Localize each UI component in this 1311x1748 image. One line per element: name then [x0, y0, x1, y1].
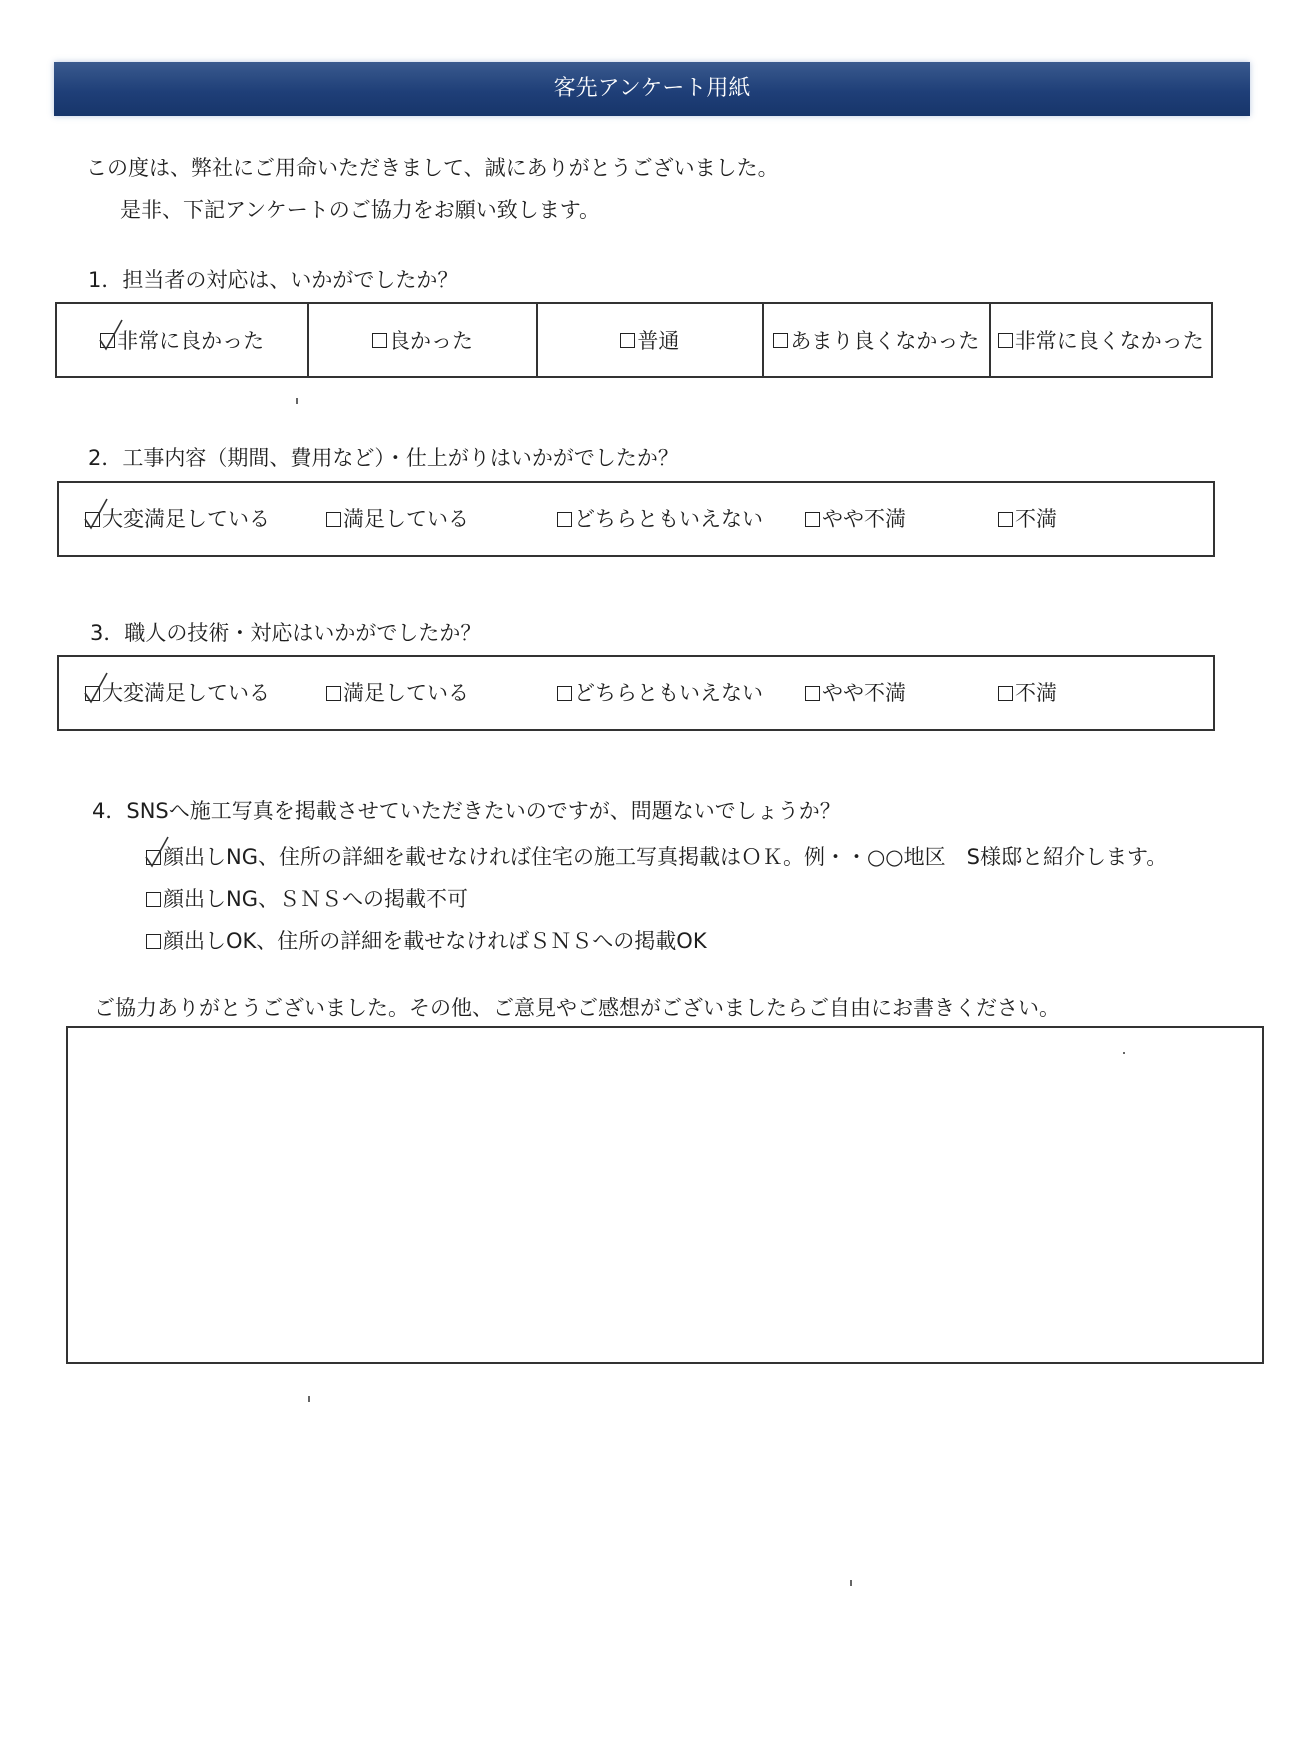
checkbox[interactable] — [620, 333, 635, 348]
intro-line-2: 是非、下記アンケートのご協力をお願い致します。 — [120, 198, 601, 222]
q4-option-1[interactable] — [146, 841, 1167, 871]
q3-option-3[interactable] — [557, 657, 763, 729]
q2-option-label: どちらともいえない — [574, 507, 763, 531]
q2-option-label: 不満 — [1015, 507, 1057, 531]
q2-option-label: 満足している — [343, 507, 469, 531]
q4-option-label: 顔出しNG、ＳＮＳへの掲載不可 — [163, 887, 468, 911]
question-4-label: 4．SNSへ施工写真を掲載させていただきたいのですが、問題ないでしょうか？ — [92, 799, 841, 823]
q4-option-3[interactable] — [146, 925, 707, 955]
question-3-options — [57, 655, 1215, 731]
q3-option-4[interactable] — [805, 657, 906, 729]
q2-option-2[interactable] — [326, 483, 469, 555]
q4-option-2[interactable] — [146, 883, 468, 913]
q1-option-label: 非常に良かった — [117, 329, 265, 353]
checkbox[interactable] — [326, 512, 341, 527]
q1-option-label: 良かった — [388, 329, 473, 353]
q3-option-label: 満足している — [343, 681, 469, 705]
question-1-options — [55, 302, 1213, 378]
q3-option-label: やや不満 — [822, 681, 906, 705]
closing-text: ご協力ありがとうございました。その他、ご意見やご感想がございましたらご自由にお書きください。 — [94, 996, 1060, 1020]
q3-option-1[interactable] — [85, 657, 270, 729]
q1-option-1[interactable] — [57, 304, 309, 376]
checkbox[interactable] — [326, 686, 341, 701]
q3-option-2[interactable] — [326, 657, 469, 729]
checkbox[interactable] — [773, 333, 788, 348]
question-1-label: 1．担当者の対応は、いかがでしたか？ — [88, 268, 459, 292]
checkbox[interactable] — [998, 512, 1013, 527]
question-2-label: 2．工事内容（期間、費用など）・仕上がりはいかがでしたか？ — [88, 446, 679, 470]
scan-speck — [1123, 1052, 1125, 1054]
q2-option-1[interactable] — [85, 483, 270, 555]
checkbox[interactable] — [998, 333, 1013, 348]
checkbox[interactable] — [805, 686, 820, 701]
question-3-label: 3．職人の技術・対応はいかがでしたか？ — [90, 621, 482, 645]
q3-option-label: 不満 — [1015, 681, 1057, 705]
q4-option-label: 顔出しNG、住所の詳細を載せなければ住宅の施工写真掲載はＯＫ。例・・○○地区 S様邸と紹介します。 — [163, 845, 1168, 869]
q1-option-4[interactable] — [764, 304, 990, 376]
question-2-options — [57, 481, 1215, 557]
q3-option-5[interactable] — [998, 657, 1057, 729]
q3-option-label: どちらともいえない — [574, 681, 763, 705]
q1-option-5[interactable] — [991, 304, 1211, 376]
checkbox[interactable] — [146, 892, 161, 907]
q2-option-3[interactable] — [557, 483, 763, 555]
checkbox[interactable] — [372, 333, 387, 348]
checkbox[interactable] — [557, 686, 572, 701]
checkbox[interactable] — [998, 686, 1013, 701]
q1-option-3[interactable] — [538, 304, 764, 376]
survey-title-banner — [54, 62, 1250, 116]
q1-option-label: 非常に良くなかった — [1014, 329, 1204, 353]
checkbox-checked[interactable] — [100, 333, 115, 348]
checkbox-checked[interactable] — [85, 512, 100, 527]
intro-line-1: この度は、弊社にご用命いただきまして、誠にありがとうございました。 — [86, 156, 779, 180]
scan-speck — [850, 1580, 852, 1586]
q1-option-2[interactable] — [309, 304, 537, 376]
checkbox[interactable] — [805, 512, 820, 527]
checkbox-checked[interactable] — [146, 850, 161, 865]
survey-title: 客先アンケート用紙 — [553, 76, 751, 101]
checkbox[interactable] — [146, 934, 161, 949]
q4-option-label: 顔出しOK、住所の詳細を載せなければＳＮＳへの掲載OK — [163, 929, 707, 953]
free-comment-area[interactable] — [66, 1026, 1264, 1364]
q2-option-label: やや不満 — [822, 507, 906, 531]
q2-option-label: 大変満足している — [102, 507, 270, 531]
q2-option-4[interactable] — [805, 483, 906, 555]
checkbox-checked[interactable] — [85, 686, 100, 701]
q1-option-label: あまり良くなかった — [790, 329, 980, 353]
q2-option-5[interactable] — [998, 483, 1057, 555]
scan-speck — [296, 398, 298, 404]
checkbox[interactable] — [557, 512, 572, 527]
q3-option-label: 大変満足している — [102, 681, 270, 705]
q1-option-label: 普通 — [637, 329, 680, 353]
scan-speck — [308, 1396, 310, 1402]
